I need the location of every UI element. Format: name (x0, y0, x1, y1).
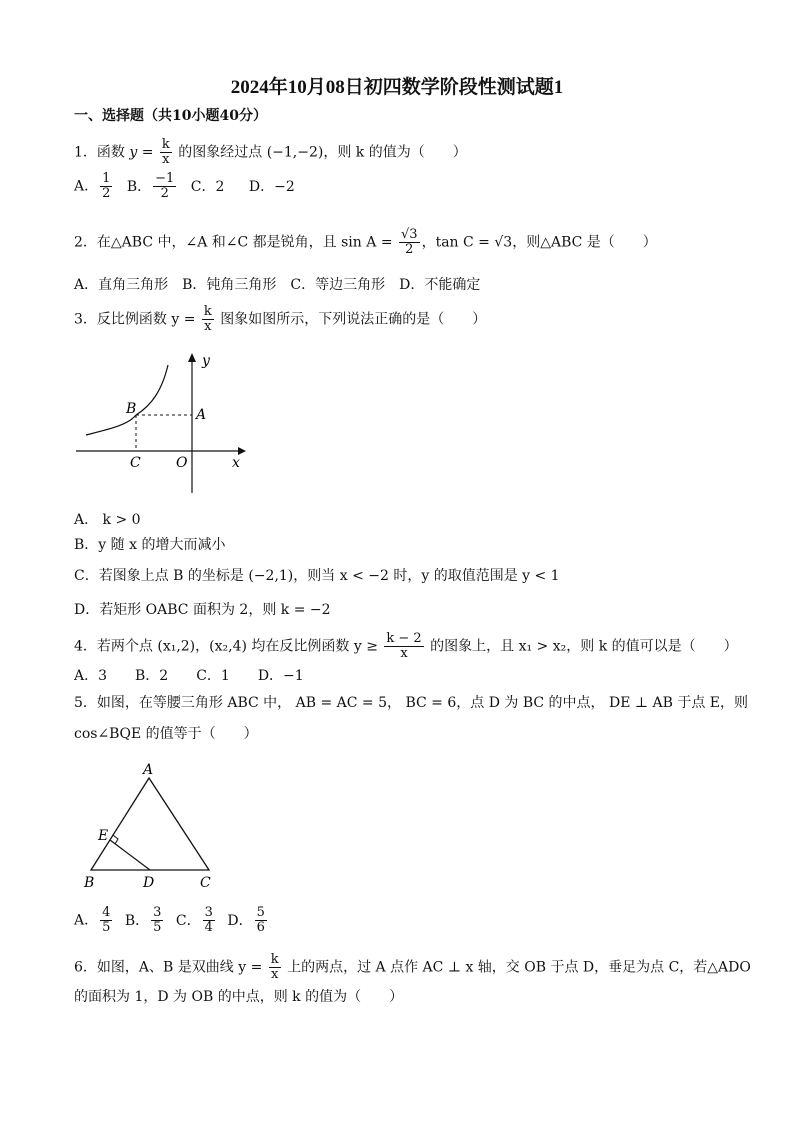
q3-y-arrow (188, 353, 196, 362)
q3-label-x: x (232, 455, 240, 471)
question-1 (74, 138, 467, 167)
q1-options (74, 172, 295, 201)
q5-opt-b: B． (124, 912, 150, 929)
q1-fraction (160, 138, 172, 167)
q5-opt-c: C． (175, 912, 201, 929)
q3-num: k (203, 304, 212, 319)
section-heading: 一、选择题（共10小题40分） (74, 108, 267, 124)
q3-figure (70, 345, 260, 500)
q6-num: k (270, 952, 279, 967)
q5-label-a: A (143, 762, 154, 778)
q3-den: x (204, 319, 212, 334)
q5-label-c: C (200, 875, 211, 891)
q2-den: 2 (405, 242, 414, 257)
q1-text: 1．函数 (74, 144, 130, 161)
q1-point: (−1,−2) (266, 144, 324, 161)
q1-post: ，则 k 的值为（ ） (323, 144, 467, 161)
q3-label-a: A (196, 407, 207, 423)
q5-b-den: 5 (153, 920, 162, 935)
q5-b-num: 3 (153, 905, 162, 920)
question-5-line2: cos∠BQE 的值等于（ ） (74, 726, 258, 742)
q5-label-e: E (98, 828, 109, 844)
q3-label-b: B (126, 401, 137, 417)
q3-option-d: D．若矩形 OABC 面积为 2，则 k = −2 (74, 602, 331, 618)
q5-options (74, 906, 269, 935)
q5-segment-de (110, 840, 150, 870)
q1-opt-b: B． (126, 178, 152, 195)
q3-option-b: B．y 随 x 的增大而减小 (74, 537, 226, 553)
q5-opt-d: D． (227, 912, 253, 929)
q1-a-den: 2 (102, 186, 111, 201)
q1-mid: 的图象经过点 (173, 144, 267, 161)
q2-post: ，tan C = √3，则△ABC 是（ ） (421, 234, 657, 251)
question-2 (74, 228, 657, 257)
page-title: 2024年10月08日初四数学阶段性测试题1 (230, 77, 564, 98)
q3-x-arrow (238, 447, 246, 455)
q4-options: A．3 B．2 C．1 D．−1 (74, 668, 304, 684)
q3-option-a: A． k > 0 (74, 512, 141, 528)
q3-label-y: y (202, 353, 210, 369)
q1-den: x (162, 152, 170, 167)
q2-fraction (399, 228, 420, 257)
q5-c-num: 3 (204, 905, 213, 920)
q4-den: x (400, 646, 408, 661)
q2-num: √3 (401, 227, 418, 242)
question-3 (74, 305, 486, 334)
q4-num: k − 2 (386, 631, 422, 646)
q5-figure (80, 760, 220, 895)
question-6-line2: 的面积为 1，D 为 OB 的中点，则 k 的值为（ ） (74, 989, 404, 1005)
question-5-line1: 5．如图，在等腰三角形 ABC 中， AB = AC = 5， BC = 6，点 D 为 BC 的中点， DE ⊥ AB 于点 E，则 (74, 695, 749, 711)
q1-num: k (161, 137, 170, 152)
q6-text: 6．如图，A、B 是双曲线 y = (74, 959, 263, 976)
q1-opt-a: A． (74, 178, 99, 195)
q3-post: 图象如图所示，下列说法正确的是（ ） (215, 311, 487, 328)
q5-label-b: B (84, 875, 95, 891)
question-4 (74, 632, 738, 661)
q3-option-c: C．若图象上点 B 的坐标是 (−2,1)，则当 x < −2 时，y 的取值范围是 y < 1 (74, 568, 560, 584)
q2-text: 2．在△ABC 中，∠A 和∠C 都是锐角，且 sin A = (74, 234, 393, 251)
q4-fraction (384, 632, 423, 661)
q5-d-den: 6 (256, 920, 265, 935)
q2-options: A．直角三角形 B．钝角三角形 C．等边三角形 D．不能确定 (74, 277, 481, 293)
q1-opt-c: C．2 (190, 178, 225, 195)
q3-fraction (202, 305, 214, 334)
q1-b-den: 2 (160, 186, 169, 201)
q1-y: y = (129, 144, 154, 161)
q5-c-den: 4 (204, 920, 213, 935)
q3-label-o: O (176, 455, 188, 471)
q6-fraction (269, 953, 281, 982)
q5-triangle (91, 778, 209, 870)
q6-post: 上的两点，过 A 点作 AC ⊥ x 轴，交 OB 于点 D，垂足为点 C，若△ADO (282, 959, 751, 976)
q1-a-num: 1 (102, 171, 111, 186)
q1-b-num: −1 (155, 171, 175, 186)
q5-a-den: 5 (102, 920, 111, 935)
q1-opt-d: D．−2 (248, 178, 295, 195)
q3-label-c: C (130, 455, 141, 471)
q5-label-d: D (143, 875, 155, 891)
q5-opt-a: A． (74, 912, 99, 929)
q3-text: 3．反比例函数 y = (74, 311, 196, 328)
q6-den: x (271, 967, 279, 982)
q5-a-num: 4 (102, 905, 111, 920)
q4-post: 的图象上，且 x₁ > x₂，则 k 的值可以是（ ） (425, 638, 738, 655)
question-6 (74, 953, 751, 982)
q5-d-num: 5 (256, 905, 265, 920)
q3-curve (86, 365, 168, 435)
q4-text: 4．若两个点 (x₁,2)，(x₂,4) 均在反比例函数 y ≥ (74, 638, 378, 655)
